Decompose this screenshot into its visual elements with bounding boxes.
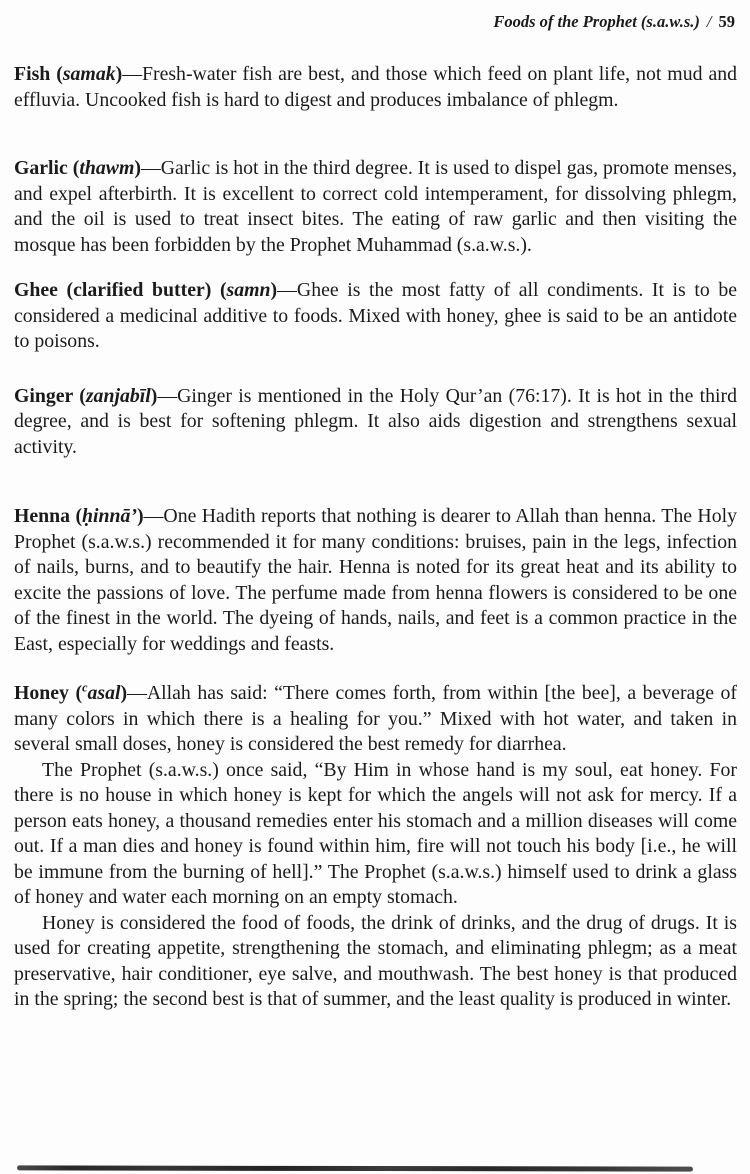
entry-ghee-term: Ghee (clarified butter) ( (14, 279, 227, 301)
entry-honey-transliteration: asal (87, 682, 121, 704)
entry-ginger-term: Ginger ( (14, 384, 86, 407)
entry-henna-term-close: ) (137, 505, 144, 527)
entry-fish-term-close: ) (115, 63, 123, 85)
entry-henna-term: Henna ( (14, 505, 83, 527)
entry-henna-transliteration: ḥinnā’ (82, 505, 138, 527)
entry-honey-term-close: ) (120, 682, 128, 704)
entry-honey-ayn-superscript: c (82, 680, 88, 695)
entry-ghee-body-text: —Ghee is the most fatty of all condiments. It is to be considered a medicinal additive to foods. Mixed with honey, ghee is said to be an antidote to poisons. (14, 279, 737, 352)
entry-ginger (14, 384, 737, 461)
entry-honey (14, 681, 737, 758)
entry-garlic-term: Garlic ( (14, 157, 80, 179)
entry-ginger-transliteration: zanjabīl (85, 384, 151, 407)
entry-honey-body-text: —Allah has said: “There comes forth, from within [the bee], a beverage of many colors in which there is a healing for you.” Mixed with hot water, and taken in several small doses, honey is considered the best remedy for diarrhea. (14, 682, 738, 755)
entry-fish-term: Fish ( (14, 63, 63, 85)
honey-paragraph-2: The Prophet (s.a.w.s.) once said, “By Him in whose hand is my soul, eat honey. For there is no house in which honey is kept for which the angels will not ask for mercy. If a person eats honey, a thousand remedies enter his stomach and a million diseases will come out. If a man dies and honey is found within him, fire will not touch his body [i.e., he will be immune from the burning of hell].” The Prophet (s.a.w.s.) himself used to drink a glass of honey and water each morning on an empty stomach. (14, 758, 737, 908)
scan-artifact-line (17, 1165, 693, 1171)
entry-ginger-body-text: —Ginger is mentioned in the Holy Qur’an (76:17). It is hot in the third degree, and is best for softening phlegm. It also aids digestion and strengthens sexual activity. (14, 384, 737, 458)
entry-ghee-transliteration: samn (226, 279, 271, 301)
entry-henna-body-text: —One Hadith reports that nothing is dearer to Allah than henna. The Holy Prophet (s.a.w.s.) recommended it for many conditions: bruises, pain in the legs, infection of nails, burns, and to beautify the hair. Henna is noted for its great heat and its ability to excite the passions of love. The perfume made from henna flowers is considered to be one of the finest in the world. The dyeing of hands, nails, and feet is a common practice in the East, especially for weddings and feasts. (14, 505, 737, 655)
running-header-separator: / (706, 12, 712, 31)
entry-honey-term: Honey ( (14, 682, 83, 704)
entry-ghee-term-close: ) (270, 279, 278, 301)
entry-garlic-body-text: —Garlic is hot in the third degree. It is used to dispel gas, promote menses, and expel afterbirth. It is excellent to correct cold intemperament, for dissolving phlegm, and the oil is used to treat insect bites. The eating of raw garlic and then visiting the mosque has been forbidden by the Prophet Muhammad (s.a.w.s.). (14, 157, 738, 256)
entry-fish-transliteration: samak (62, 63, 116, 85)
page-number: 59 (718, 12, 735, 31)
entry-ghee (14, 278, 737, 355)
entry-ginger-term-close: ) (150, 384, 158, 407)
entry-fish-body-text: —Fresh-water fish are best, and those which feed on plant life, not mud and effluvia. Uncooked fish is hard to digest and produces imbalance of phlegm. (14, 63, 738, 111)
entry-garlic-transliteration: thawm (79, 157, 135, 179)
running-header (14, 9, 735, 35)
entry-fish (14, 62, 737, 113)
entry-garlic (14, 156, 737, 258)
entry-garlic-term-close: ) (134, 157, 141, 179)
entry-henna (14, 504, 737, 657)
honey-paragraph-3: Honey is considered the food of foods, the drink of drinks, and the drug of drugs. It is used for creating appetite, strengthening the stomach, and eliminating phlegm; as a meat preservative, hair conditioner, eye salve, and mouthwash. The best honey is that produced in the spring; the second best is that of summer, and the least quality is produced in winter. (14, 911, 737, 1010)
running-header-title: Foods of the Prophet (s.a.w.s.) (493, 12, 700, 31)
